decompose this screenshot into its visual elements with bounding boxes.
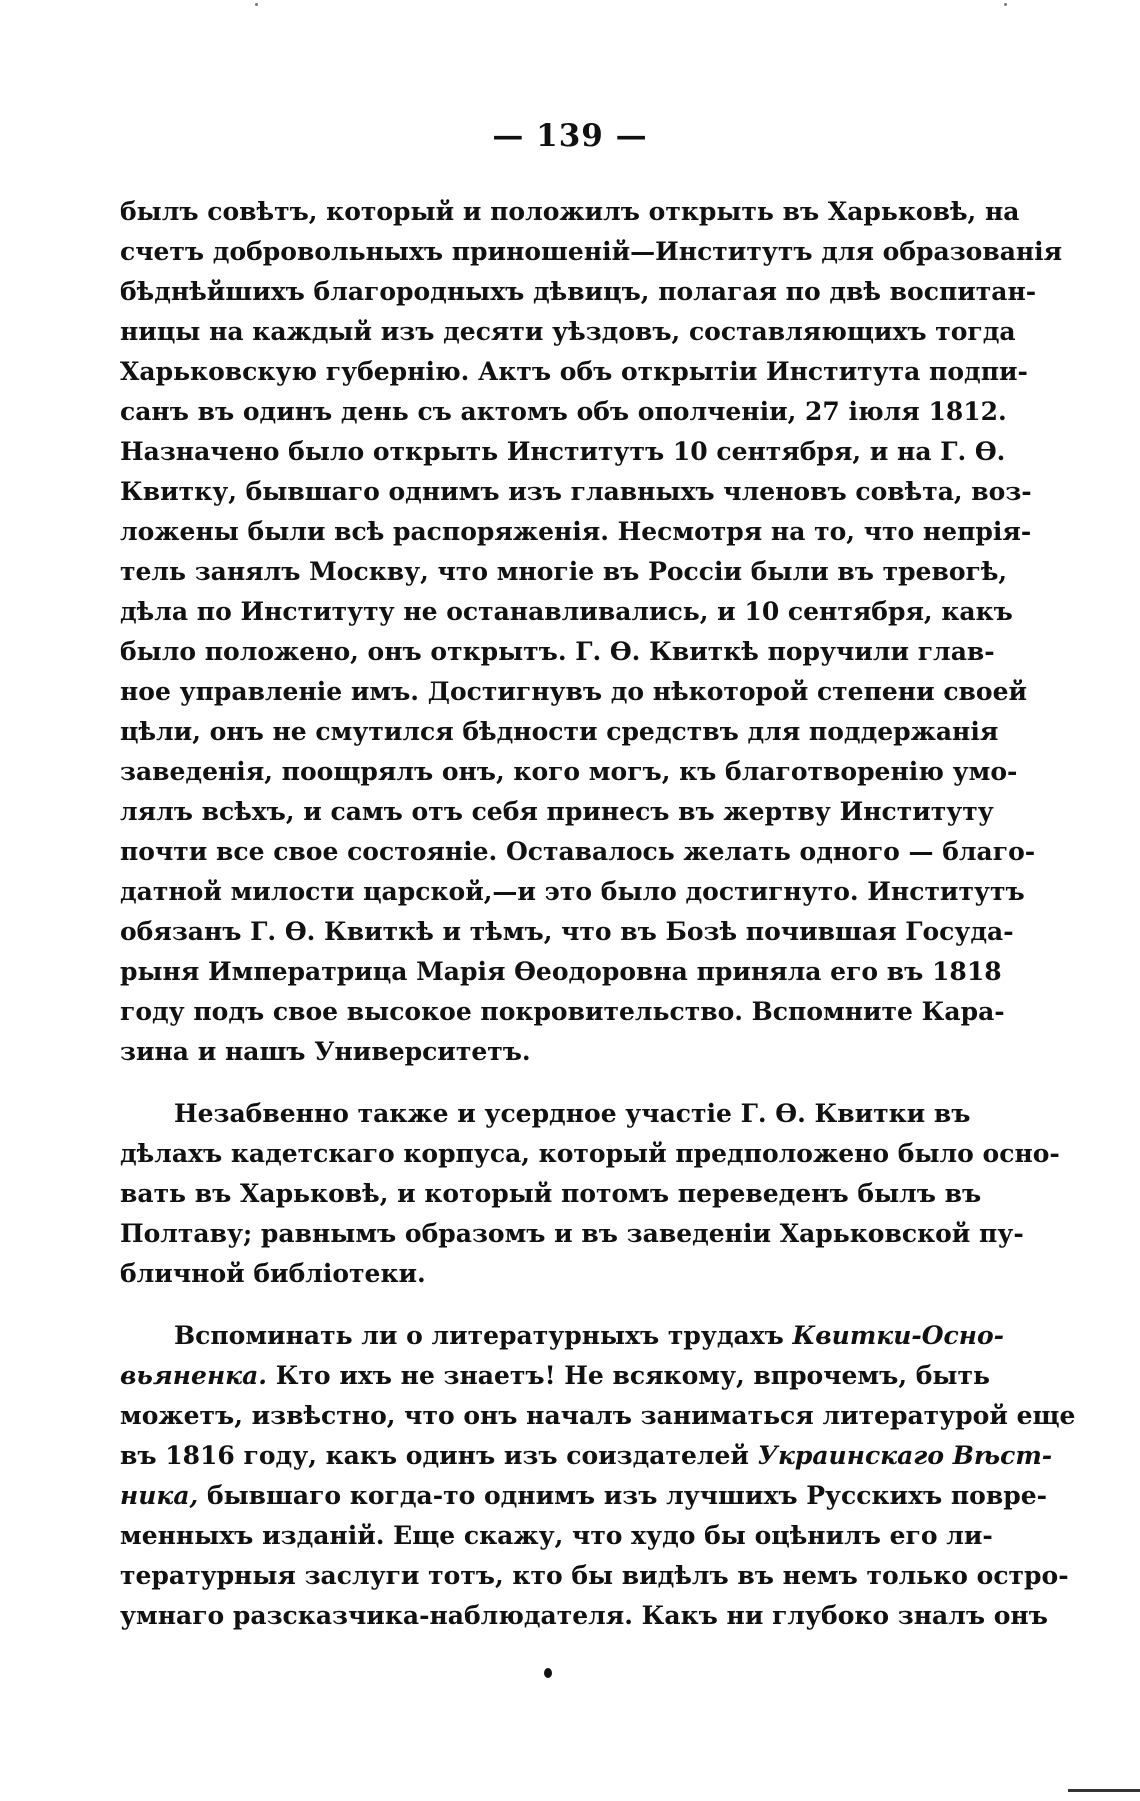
print-speck — [255, 3, 258, 6]
text-line: вать въ Харьковѣ, и который потомъ переведенъ былъ въ — [120, 1179, 982, 1208]
text-line: былъ совѣтъ, который и положилъ открыть въ Харьковѣ, на — [120, 197, 1020, 226]
text-line — [120, 1596, 1048, 1636]
text-line: Незабвенно также и усердное участіе Г. Ѳ. Квитки въ — [174, 1099, 971, 1128]
paragraph-1 — [120, 192, 1063, 1072]
text-run: тературныя заслуги тотъ, кто бы видѣлъ въ немъ только остро- — [120, 1561, 1069, 1590]
text-run: умнаго разсказчика-наблюдателя. Какъ ни глубоко зналъ онъ — [120, 1601, 1048, 1630]
text-line: Назначено было открыть Институтъ 10 сентября, и на Г. Ѳ. — [120, 437, 1006, 466]
text-line: было положено, онъ открытъ. Г. Ѳ. Квиткѣ поручили глав- — [120, 637, 995, 666]
text-run: можетъ, извѣстно, что онъ началъ заниматься литературой еще — [120, 1401, 1076, 1430]
text-line: ное управленіе имъ. Достигнувъ до нѣкоторой степени своей — [120, 677, 1028, 706]
paragraph-3 — [120, 1316, 1076, 1636]
text-line: рыня Императрица Марія Ѳеодоровна приняла его въ 1818 — [120, 957, 1002, 986]
text-line: лялъ всѣхъ, и самъ отъ себя принесъ въ жертву Институту — [120, 797, 994, 826]
paragraph-2 — [120, 1094, 1060, 1294]
text-line: бѣднѣйшихъ благородныхъ дѣвицъ, полагая по двѣ воспитан- — [120, 277, 1037, 306]
text-line: санъ въ одинъ день съ актомъ объ ополченіи, 27 іюля 1812. — [120, 397, 1007, 426]
text-line: Харьковскую губернію. Актъ объ открытіи Института подпи- — [120, 357, 1028, 386]
text-line: заведенія, поощрялъ онъ, кого могъ, къ благотворенію умо- — [120, 757, 1018, 786]
text-line — [120, 1516, 993, 1556]
text-line: тель занялъ Москву, что многіе въ Россіи были въ тревогѣ, — [120, 557, 1008, 586]
italic-text-run: вьяненка. — [120, 1361, 267, 1390]
text-line — [120, 1316, 1005, 1356]
signature-mark — [544, 1668, 552, 1678]
page-number: — 139 — — [492, 118, 648, 154]
italic-text-run: ника, — [120, 1481, 199, 1510]
text-line: почти все свое состояніе. Оставалось желать одного — благо- — [120, 837, 1036, 866]
body-text — [120, 192, 1076, 1636]
text-line: зина и нашъ Университетъ. — [120, 1037, 531, 1066]
text-line: дѣлахъ кадетскаго корпуса, который предположено было осно- — [120, 1139, 1060, 1168]
text-line: дѣла по Институту не останавливались, и 10 сентября, какъ — [120, 597, 1013, 626]
text-line: счетъ добровольныхъ приношеній—Институтъ для образованія — [120, 237, 1063, 266]
text-line: ложены были всѣ распоряженія. Несмотря на то, что непрія- — [120, 517, 1032, 546]
text-run: менныхъ изданій. Еще скажу, что худо бы оцѣнилъ его ли- — [120, 1521, 993, 1550]
text-run: Кто ихъ не знаетъ! Не всякому, впрочемъ, быть — [267, 1361, 990, 1390]
text-line: Квитку, бывшаго однимъ изъ главныхъ членовъ совѣта, воз- — [120, 477, 1032, 506]
text-line — [120, 1396, 1076, 1436]
italic-text-run: Квитки-Осно- — [792, 1321, 1005, 1350]
paragraph-gap — [120, 1294, 965, 1316]
text-run: въ 1816 году, какъ одинъ изъ соиздателей — [120, 1441, 758, 1470]
text-line: году подъ свое высокое покровительство. Вспомните Кара- — [120, 997, 1005, 1026]
text-line — [120, 1556, 1069, 1596]
text-line: Полтаву; равнымъ образомъ и въ заведеніи Харьковской пу- — [120, 1219, 1024, 1248]
text-line: датной милости царской,—и это было достигнуто. Институтъ — [120, 877, 1025, 906]
print-speck — [1004, 3, 1007, 6]
text-line: ницы на каждый изъ десяти уѣздовъ, составляющихъ тогда — [120, 317, 1016, 346]
text-line: цѣли, онъ не смутился бѣдности средствъ для поддержанія — [120, 717, 999, 746]
edge-mark — [1068, 1789, 1140, 1792]
italic-text-run: Украинскаго Вѣст- — [757, 1441, 1053, 1470]
text-run: Вспоминать ли о литературныхъ трудахъ — [174, 1321, 793, 1350]
text-line — [120, 1356, 990, 1396]
paragraph-gap — [120, 1072, 965, 1094]
text-line: обязанъ Г. Ѳ. Квиткѣ и тѣмъ, что въ Бозѣ почившая Госуда- — [120, 917, 1014, 946]
text-line: бличной библіотеки. — [120, 1259, 426, 1288]
text-run: бывшаго когда-то однимъ изъ лучшихъ Русскихъ повре- — [198, 1481, 1047, 1510]
text-line — [120, 1476, 1047, 1516]
text-line — [120, 1436, 1053, 1476]
